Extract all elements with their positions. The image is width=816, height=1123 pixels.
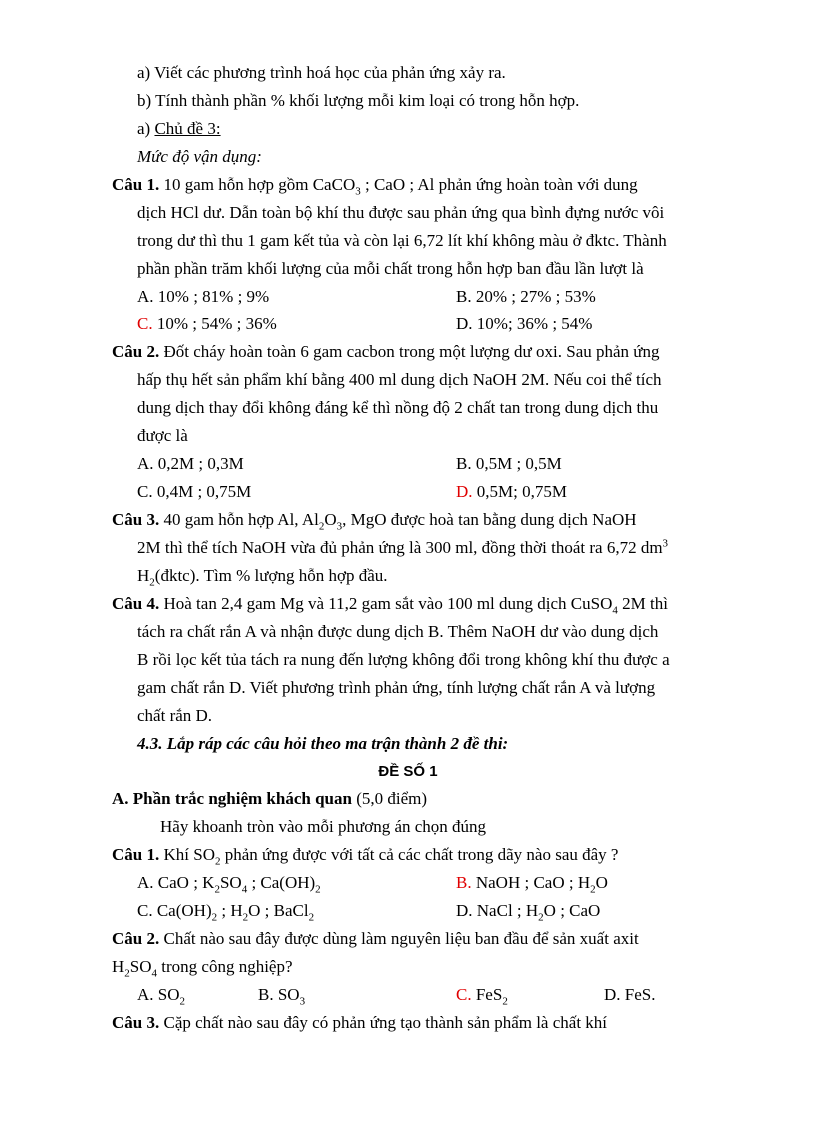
q2-option-a: A. 0,2M ; 0,3M (137, 454, 244, 473)
q1-option-b: B. 20% ; 27% ; 53% (456, 287, 596, 306)
e1-option-c: C. $Ca(OH)_2$ ; $H_2O$ ; BaCl$_2$ (137, 901, 315, 924)
e2-option-c: C. FeS$_2$ (456, 985, 508, 1008)
q2-line-1: Câu 2. Đốt cháy hoàn toàn 6 gam cacbon trong một lượng dư oxi. Sau phản ứng (112, 342, 660, 361)
q1-line-1: Câu 1. 10 gam hỗn hợp gồm CaCO$_3$ ; CaO ; Al phản ứng hoàn toàn với dung (112, 175, 638, 198)
q1-option-a: A. 10% ; 81% ; 9% (137, 287, 270, 306)
q2-line-3: dung dịch thay đổi không đáng kể thì nồng độ 2 chất tan trong dung dịch thu (137, 398, 659, 417)
intro-line-b: b) Tính thành phần % khối lượng mỗi kim loại có trong hỗn hợp. (137, 91, 580, 110)
q2-option-d: D. 0,5M; 0,75M (456, 482, 567, 501)
exam-title: ĐỀ SỐ 1 (378, 763, 438, 780)
part-title: A. Phần trắc nghiệm khách quan (5,0 điểm) (112, 789, 428, 808)
q2-option-b: B. 0,5M ; 0,5M (456, 454, 562, 473)
q1-line-4: phần phần trăm khối lượng của mỗi chất trong hỗn hợp ban đầu lần lượt là (137, 259, 644, 278)
section-heading: 4.3. Lắp ráp các câu hỏi theo ma trận thành 2 đề thi: (137, 734, 509, 753)
e2-option-b: B. $SO_3$ (258, 985, 306, 1008)
q3-line-3: $H_2(đktc)$. Tìm % lượng hỗn hợp đầu. (137, 566, 388, 589)
q1-option-c: C. 10% ; 54% ; 36% (137, 314, 277, 333)
e2-line-2: $H_2SO_4$ trong công nghiệp? (112, 957, 293, 980)
e2-line-1: Câu 2. Chất nào sau đây được dùng làm nguyên liệu ban đầu để sản xuất axit (112, 929, 639, 948)
intro-line-a: a) Viết các phương trình hoá học của phản ứng xảy ra. (137, 63, 506, 82)
e1-option-a: A. CaO ; $K_2SO_4$ ; $Ca(OH)_2$ (137, 873, 321, 896)
part-instruction: Hãy khoanh tròn vào mỗi phương án chọn đúng (160, 817, 487, 836)
e2-option-d: D. FeS. (604, 985, 656, 1004)
q2-option-c: C. 0,4M ; 0,75M (137, 482, 252, 501)
e1-line-1: Câu 1. Khí $SO_2$ phản ứng được với tất cả các chất trong dãy nào sau đây ? (112, 845, 619, 868)
e3-line-1: Câu 3. Cặp chất nào sau đây có phản ứng tạo thành sản phẩm là chất khí (112, 1013, 608, 1032)
level-heading: Mức độ vận dụng: (137, 147, 262, 166)
topic-heading: a) Chủ đề 3: (137, 119, 221, 138)
q4-line-5: chất rắn D. (137, 706, 213, 725)
q4-line-1: Câu 4. Hoà tan 2,4 gam Mg và 11,2 gam sắt vào 100 ml dung dịch CuSO$_4$ 2M thì (112, 594, 668, 617)
e2-option-a: A. $SO_2$ (137, 985, 186, 1008)
e1-option-d: D. NaCl ; $H_2O$ ; CaO (456, 901, 601, 924)
q2-line-2: hấp thụ hết sản phẩm khí bằng 400 ml dung dịch NaOH 2M. Nếu coi thể tích (137, 370, 662, 389)
q1-line-3: trong dư thì thu 1 gam kết tủa và còn lại 6,72 lít khí không màu ở đktc. Thành (137, 231, 667, 250)
q4-line-2: tách ra chất rắn A và nhận được dung dịch B. Thêm NaOH dư vào dung dịch (137, 622, 659, 641)
q4-line-4: gam chất rắn D. Viết phương trình phản ứng, tính lượng chất rắn A và lượng (137, 678, 656, 697)
q3-line-2: 2M thì thể tích NaOH vừa đủ phản ứng là 300 ml, đồng thời thoát ra 6,72 $dm^3$ (137, 537, 669, 557)
q3-line-1: Câu 3. 40 gam hỗn hợp Al, $Al_2O_3$, MgO được hoà tan bằng dung dịch NaOH (112, 510, 637, 533)
q1-line-2: dịch HCl dư. Dẫn toàn bộ khí thu được sau phản ứng qua bình đựng nước vôi (137, 203, 665, 222)
q1-option-d: D. 10%; 36% ; 54% (456, 314, 593, 333)
e1-option-b: B. NaOH ; CaO ; $H_2O$ (456, 873, 608, 896)
q4-line-3: B rồi lọc kết tủa tách ra nung đến lượng không đổi trong không khí thu được a (137, 650, 670, 669)
q2-line-4: được là (137, 426, 188, 445)
